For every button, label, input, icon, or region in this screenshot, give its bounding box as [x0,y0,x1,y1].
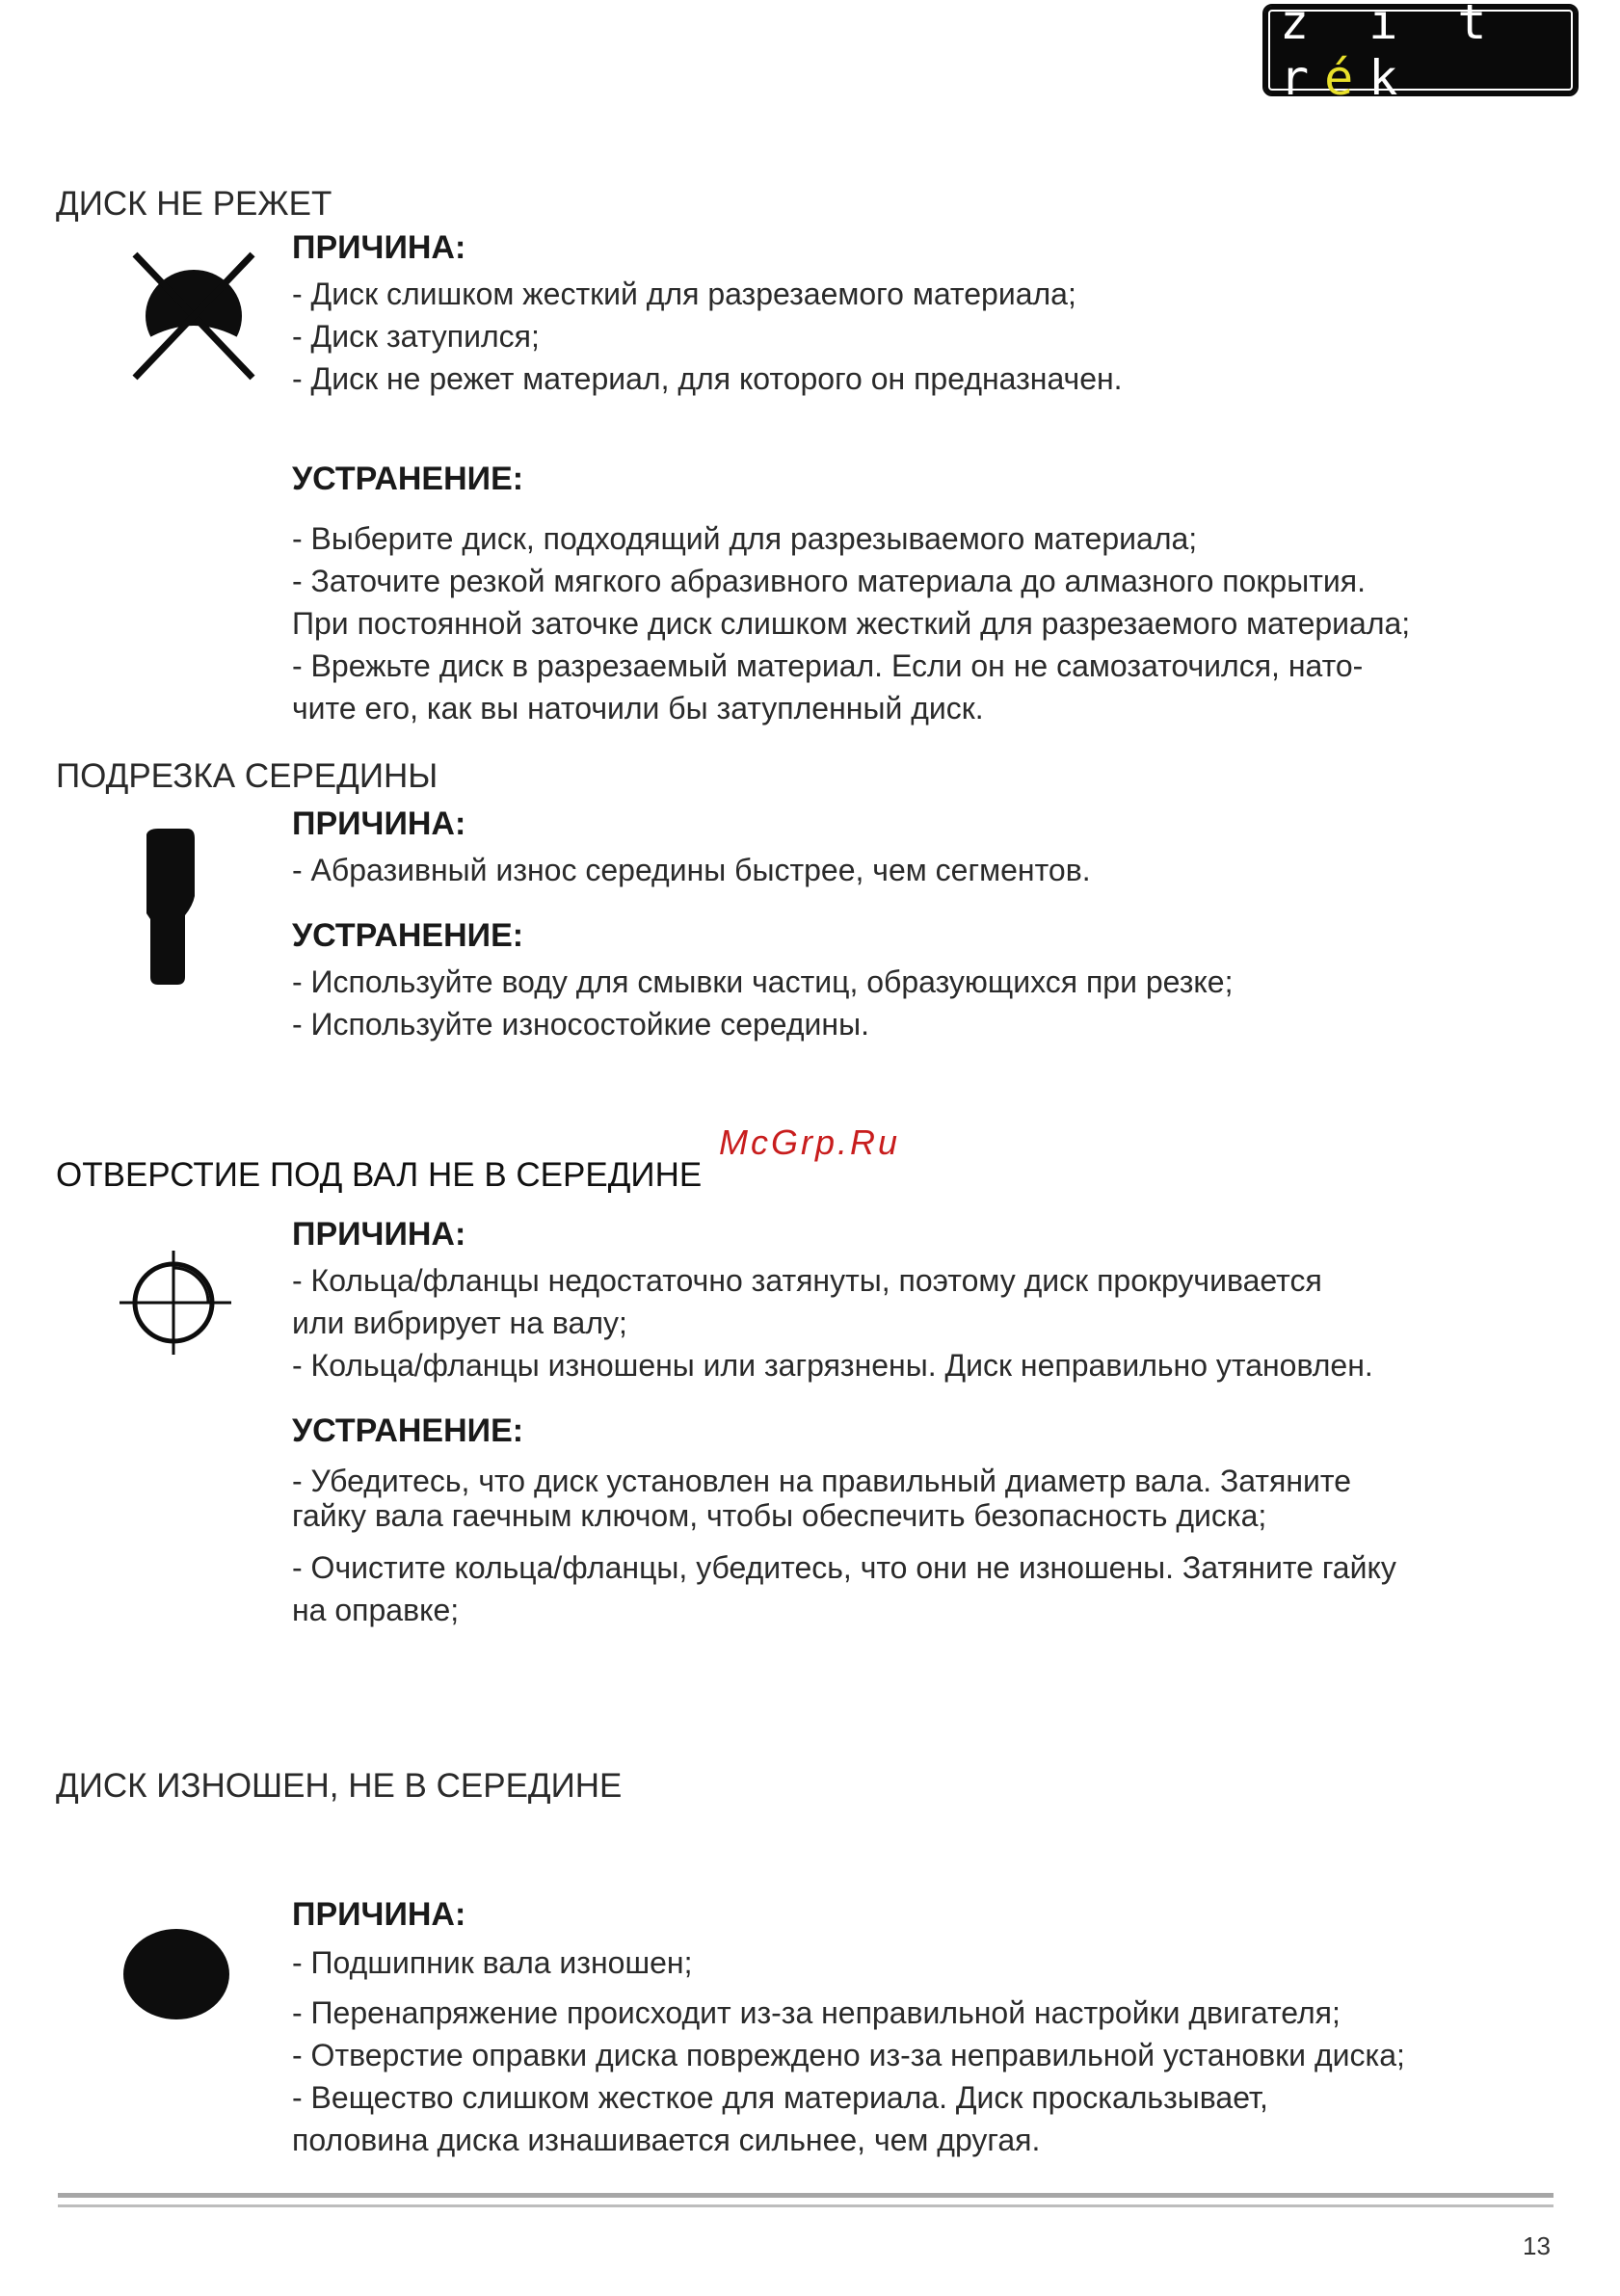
fix-line: - Используйте воду для смывки частиц, образующихся при резке; [292,964,1234,999]
cause-line: - Кольца/фланцы недостаточно затянуты, поэтому диск прокручивается [292,1263,1322,1298]
cause-line: - Кольца/фланцы изношены или загрязнены. Диск неправильно утановлен. [292,1348,1373,1383]
section-4-cause [292,1896,1564,2161]
fix-line: При постоянной заточке диск слишком жесткий для разрезаемого материала; [292,606,1411,641]
section-2-fix [292,917,1564,1045]
footer-rule-top [58,2193,1554,2198]
cause-line: - Вещество слишком жесткое для материала. Диск проскальзывает, [292,2080,1268,2115]
fix-line: чите его, как вы наточили бы затупленный диск. [292,691,984,726]
page-number: 13 [1523,2231,1551,2260]
cause-line: - Диск слишком жесткий для разрезаемого материала; [292,277,1076,311]
cause-line: или вибрирует на валу; [292,1306,627,1340]
cause-line: половина диска изнашивается сильнее, чем другая. [292,2123,1041,2157]
off-center-hole-icon [116,1249,235,1357]
cause-heading: ПРИЧИНА: [292,805,466,842]
cause-heading: ПРИЧИНА: [292,1216,466,1253]
fix-line: - Выберите диск, подходящий для разрезываемого материала; [292,521,1198,556]
section-title-hole-off-center: ОТВЕРСТИЕ ПОД ВАЛ НЕ В СЕРЕДИНЕ [56,1156,703,1194]
section-1-fix [292,461,1564,729]
crossed-disk-icon [129,247,258,383]
section-3-fix [292,1412,1564,1631]
cause-line: - Диск не режет материал, для которого он предназначен. [292,361,1123,396]
section-title-disk-not-cutting: ДИСК НЕ РЕЖЕТ [56,185,332,223]
cause-heading: ПРИЧИНА: [292,229,466,266]
fix-line: на оправке; [292,1593,460,1627]
section-3-cause [292,1216,1564,1386]
cause-line: - Перенапряжение происходит из-за неправильной настройки двигателя; [292,1995,1341,2030]
cause-line: - Отверстие оправки диска повреждено из-за неправильной установки диска; [292,2038,1405,2072]
fix-line: - Убедитесь, что диск установлен на правильный диаметр вала. Затяните [292,1464,1352,1498]
logo-text: z ı t rék [1280,0,1502,106]
fix-line: - Очистите кольца/фланцы, убедитесь, что они не изношены. Затяните гайку [292,1550,1396,1585]
fix-heading: УСТРАНЕНИЕ: [292,461,524,497]
watermark-text: McGrp.Ru [719,1122,901,1162]
section-title-core-undercut: ПОДРЕЗКА СЕРЕДИНЫ [56,757,438,795]
worn-core-icon [139,827,200,987]
fix-heading: УСТРАНЕНИЕ: [292,917,524,954]
brand-logo [1262,0,1579,106]
oval-disk-icon [121,1927,231,2021]
fix-line: гайку вала гаечным ключом, чтобы обеспечить безопасность диска; [292,1498,1267,1533]
footer-rule-bottom [58,2204,1554,2207]
fix-heading: УСТРАНЕНИЕ: [292,1412,524,1449]
cause-heading: ПРИЧИНА: [292,1896,466,1933]
section-1-cause [292,229,1564,400]
section-2-cause [292,805,1564,891]
section-title-disk-worn-off-center: ДИСК ИЗНОШЕН, НЕ В СЕРЕДИНЕ [56,1767,623,1805]
fix-line: - Врежьте диск в разрезаемый материал. Если он не самозаточился, нато- [292,648,1364,683]
fix-line: - Заточите резкой мягкого абразивного материала до алмазного покрытия. [292,564,1366,598]
cause-line: - Диск затупился; [292,319,540,354]
cause-line: - Подшипник вала изношен; [292,1945,693,1980]
fix-line: - Используйте износостойкие середины. [292,1007,869,1042]
cause-line: - Абразивный износ середины быстрее, чем сегментов. [292,853,1091,887]
